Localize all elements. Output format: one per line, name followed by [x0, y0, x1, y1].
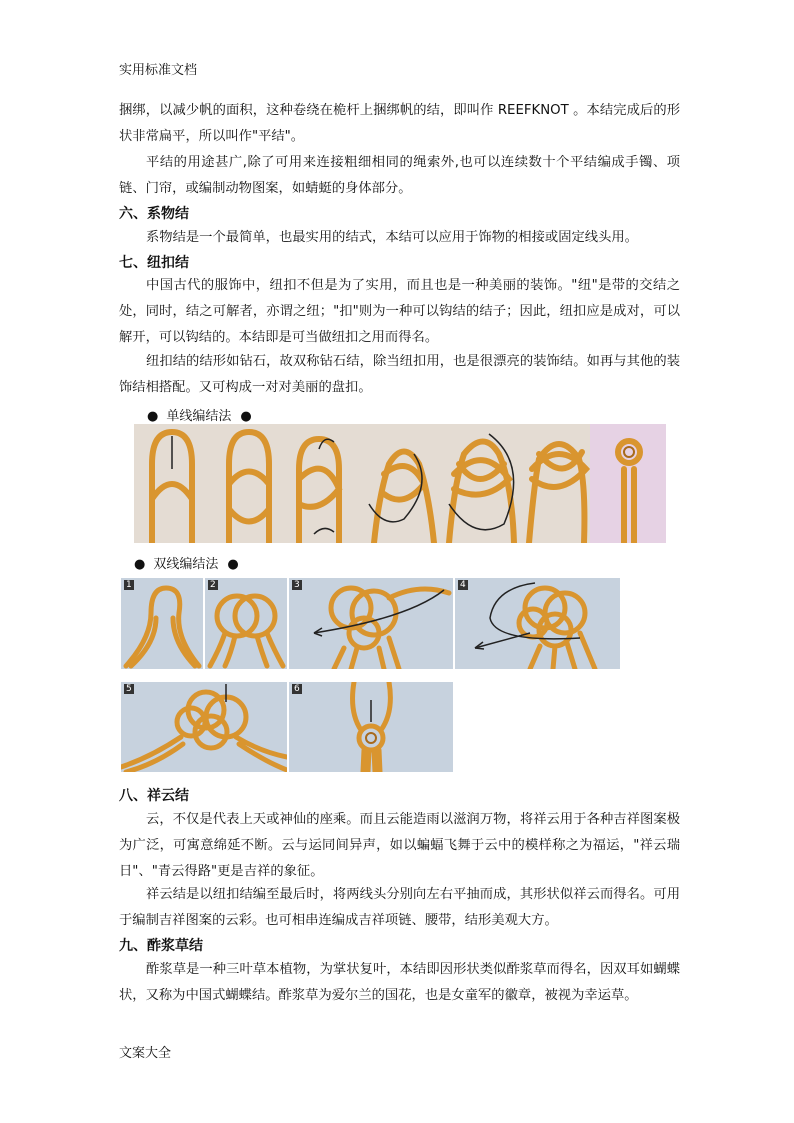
step-number: 5 — [126, 684, 132, 694]
paragraph-flat-knot-usage: 平结的用途甚广,除了可用来连接粗细相同的绳索外,也可以连续数十个平结编成手镯、项链、门帘，或编制动物图案，如蜻蜓的身体部分。 — [119, 155, 680, 196]
paragraph-button-knot-history: 中国古代的服饰中，纽扣不但是为了实用，而且也是一种美丽的装饰。"纽"是带的交结之处，同时，结之可解者，亦谓之纽；"扣"则为一种可以钩结的结子；因此，纽扣应是成对，可以解开，可以钩结的。本结即是可当做纽扣之用而得名。 — [119, 278, 680, 345]
heading-section-7: 七、纽扣结 — [119, 255, 189, 271]
page-header: 实用标准文档 — [119, 63, 198, 78]
step-number: 1 — [126, 580, 132, 590]
photo-double-step-2 — [205, 578, 287, 669]
bullet-end-dot: ● — [240, 409, 252, 424]
step-number: 3 — [294, 580, 300, 590]
photo-double-step-3 — [289, 578, 453, 669]
paragraph-cloud-meaning: 云，不仅是代表上天或神仙的座乘。而且云能造雨以滋润万物，将祥云用于各种吉祥图案极为广泛，可寓意绵延不断。云与运同间异声，如以蝙蝠飞舞于云中的模样称之为福运，"祥云瑞日"、"青云得路"更是吉祥的象征。 — [119, 812, 680, 879]
double-step-4-image — [455, 578, 620, 669]
photo-double-step-4 — [455, 578, 620, 669]
heading-section-8: 八、祥云结 — [119, 788, 189, 804]
bullet-dot: ● — [134, 557, 146, 572]
double-step-2-image — [205, 578, 287, 669]
double-step-5-image — [121, 682, 287, 772]
step-number: 2 — [210, 580, 216, 590]
bullet-dot: ● — [147, 409, 159, 424]
paragraph-button-knot-shape: 纽扣结的结形如钻石，故双称钻石结，除当纽扣用，也是很漂亮的装饰结。如再与其他的装饰结相搭配。又可构成一对对美丽的盘扣。 — [119, 354, 680, 395]
double-step-6-image — [289, 682, 453, 772]
bullet-end-dot: ● — [227, 557, 239, 572]
paragraph-clover-knot: 酢浆草是一种三叶草本植物，为掌状复叶，本结即因形状类似酢浆草而得名，因双耳如蝴蝶状，又称为中国式蝴蝶结。酢浆草为爱尔兰的国花，也是女童军的徽章，被视为幸运草。 — [119, 962, 680, 1003]
heading-section-6: 六、系物结 — [119, 206, 189, 222]
page-footer: 文案大全 — [119, 1046, 172, 1061]
paragraph-cloud-knot-method: 祥云结是以纽扣结编至最后时，将两线头分别向左右平抽而成，其形状似祥云而得名。可用于编制吉祥图案的云彩。也可相串连编成吉祥项链、腰带，结形美观大方。 — [119, 887, 680, 928]
double-step-1-image — [121, 578, 203, 669]
photo-strip-single-strand — [134, 424, 666, 543]
bullet-label: 双线编结法 — [153, 557, 219, 572]
double-step-3-image — [289, 578, 453, 669]
photo-double-step-1 — [121, 578, 203, 669]
heading-section-9: 九、酢浆草结 — [119, 938, 203, 954]
paragraph-tie-knot: 系物结是一个最简单，也最实用的结式，本结可以应用于饰物的相接或固定线头用。 — [146, 230, 638, 245]
bullet-label: 单线编结法 — [166, 409, 232, 424]
photo-double-step-6 — [289, 682, 453, 772]
bullet-single-strand — [147, 405, 252, 424]
step-number: 6 — [294, 684, 300, 694]
step-number: 4 — [460, 580, 466, 590]
photo-double-step-5 — [121, 682, 287, 772]
single-strand-steps-image — [134, 424, 666, 543]
paragraph-reef-knot: 捆绑，以减少帆的面积，这种卷绕在桅杆上捆绑帆的结，即叫作 REEFKNOT 。本结完成后的形状非常扁平，所以叫作"平结"。 — [119, 103, 680, 144]
bullet-double-strand — [134, 553, 239, 572]
